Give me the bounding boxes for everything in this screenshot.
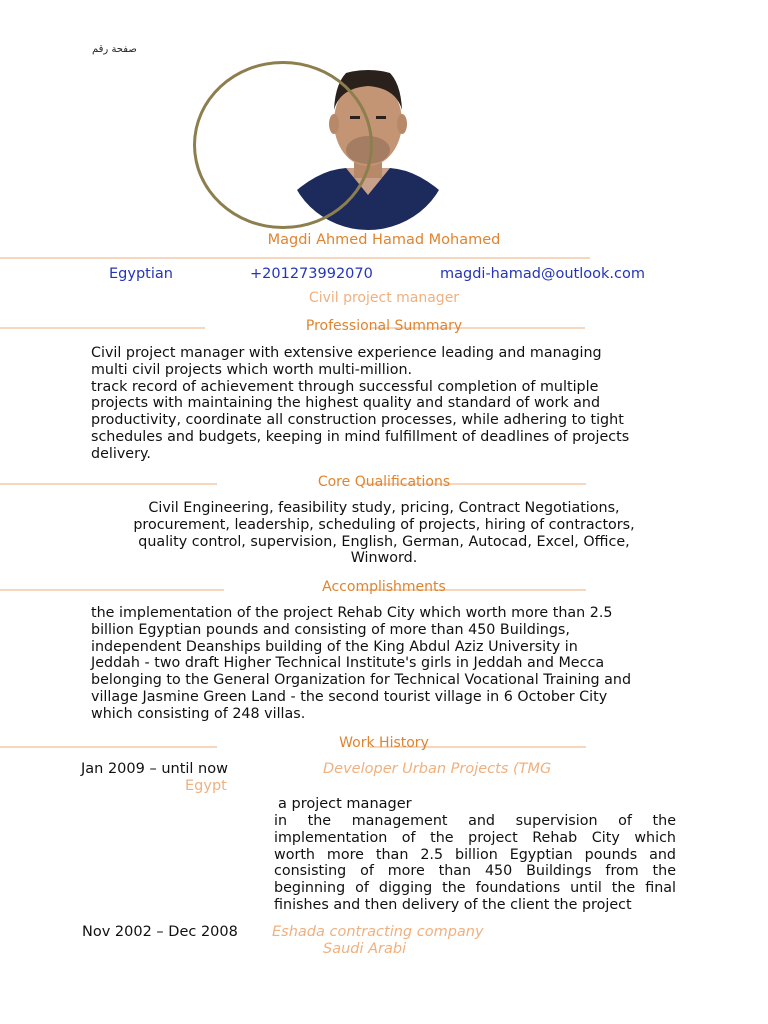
job-description-line: finishes and then delivery of the client the project bbox=[274, 896, 632, 913]
accomplishments-heading: Accomplishments bbox=[322, 579, 446, 595]
qualifications-heading: Core Qualifications bbox=[317, 474, 451, 490]
summary-line: track record of achievement through successful completion of multiple bbox=[91, 378, 599, 395]
candidate-name: Magdi Ahmed Hamad Mohamed bbox=[267, 232, 501, 248]
accomplishments-text bbox=[91, 605, 691, 723]
qualifications-line: Winword. bbox=[350, 550, 418, 567]
divider bbox=[0, 257, 590, 259]
job-dates: Nov 2002 – Dec 2008 bbox=[82, 924, 238, 940]
summary-line: delivery. bbox=[91, 445, 151, 462]
accomplishments-line: Jeddah - two draft Higher Technical Institute's girls in Jeddah and Mecca bbox=[91, 655, 605, 672]
summary-text bbox=[91, 345, 691, 463]
qualifications-text bbox=[92, 500, 676, 567]
page-number-label: صفحة رقم bbox=[92, 44, 137, 55]
accomplishments-line: which consisting of 248 villas. bbox=[91, 705, 306, 722]
accomplishments-line: the implementation of the project Rehab City which worth more than 2.5 bbox=[91, 605, 613, 621]
summary-line: projects with maintaining the highest quality and standard of work and bbox=[91, 395, 601, 412]
accomplishments-line: independent Deanships building of the King Abdul Aziz University in bbox=[91, 638, 578, 655]
job-location: Saudi Arabi bbox=[323, 941, 407, 957]
decorative-ring bbox=[193, 61, 373, 229]
job-location: Egypt bbox=[185, 778, 227, 794]
work-history-heading: Work History bbox=[339, 735, 429, 751]
summary-line: productivity, coordinate all construction processes, while adhering to tight bbox=[91, 412, 624, 429]
job-description-line: in the management and supervision of the bbox=[274, 813, 676, 829]
job-description-line: consisting of more than 450 Buildings from the bbox=[274, 863, 676, 880]
summary-line: multi civil projects which worth multi-million. bbox=[91, 361, 413, 378]
qualifications-line: quality control, supervision, English, German, Autocad, Excel, Office, bbox=[138, 533, 630, 550]
summary-heading: Professional Summary bbox=[305, 318, 463, 334]
job-description bbox=[274, 813, 676, 914]
qualifications-line: procurement, leadership, scheduling of projects, hiring of contractors, bbox=[133, 516, 635, 533]
job-company: Developer Urban Projects (TMG bbox=[323, 761, 552, 777]
job-company: Eshada contracting company bbox=[272, 924, 484, 940]
job-description-line: implementation of the project Rehab City which bbox=[274, 829, 676, 846]
job-description-line: worth more than 2.5 billion Egyptian pounds and bbox=[274, 846, 676, 863]
job-dates: Jan 2009 – until now bbox=[81, 761, 228, 777]
summary-line: schedules and budgets, keeping in mind fulfillment of deadlines of projects bbox=[91, 428, 630, 445]
summary-line: Civil project manager with extensive experience leading and managing bbox=[91, 345, 602, 361]
accomplishments-line: village Jasmine Green Land - the second tourist village in 6 October City bbox=[91, 688, 608, 705]
phone-number: +201273992070 bbox=[250, 266, 373, 282]
qualifications-line: Civil Engineering, feasibility study, pricing, Contract Negotiations, bbox=[148, 500, 620, 516]
job-role: a project manager bbox=[278, 796, 412, 812]
email-address[interactable]: magdi-hamad@outlook.com bbox=[440, 266, 645, 282]
accomplishments-line: belonging to the General Organization for Technical Vocational Training and bbox=[91, 672, 632, 689]
job-title: Civil project manager bbox=[308, 290, 460, 306]
accomplishments-line: billion Egyptian pounds and consisting of more than 450 Buildings, bbox=[91, 621, 570, 638]
nationality: Egyptian bbox=[109, 266, 173, 282]
job-description-line: beginning of digging the foundations until the final bbox=[274, 880, 676, 897]
